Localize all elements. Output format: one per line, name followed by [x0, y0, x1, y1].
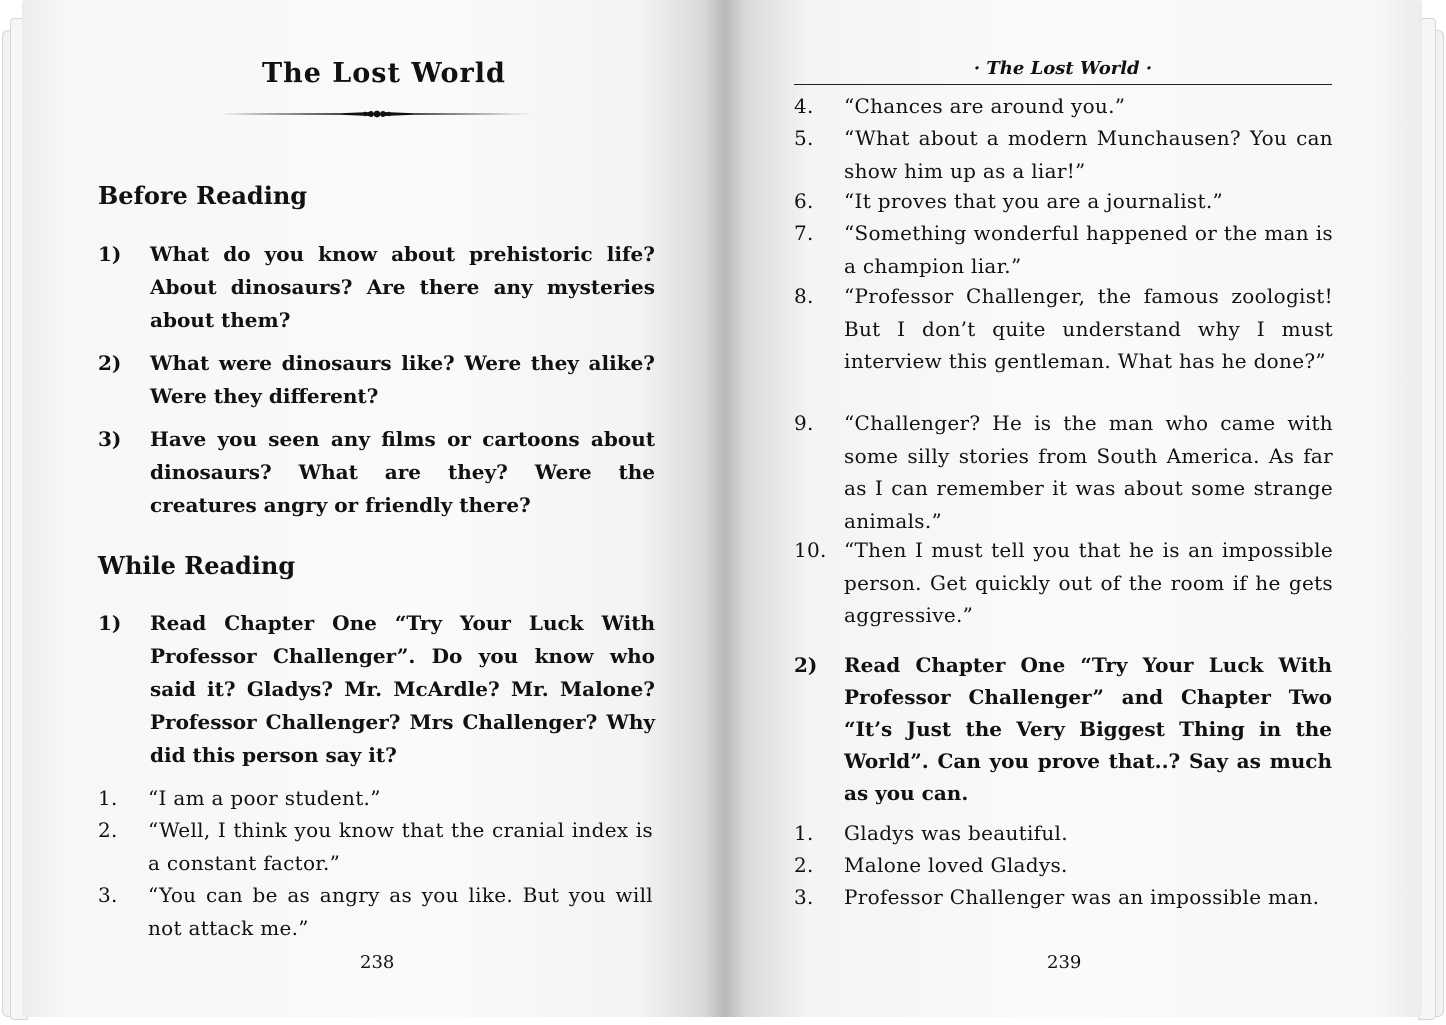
quote-number: 2. [98, 818, 118, 842]
running-head-rule [794, 84, 1332, 85]
question-number: 2) [98, 351, 122, 375]
quote-text: “Well, I think you know that the cranial index is a constant factor.” [148, 818, 653, 875]
quote-text: “Professor Challenger, the famous zoologist! But I don’t quite understand why I must interview this gentleman. What has he done?” [844, 284, 1333, 373]
statement-number: 3. [794, 885, 814, 909]
quote-number: 4. [794, 94, 814, 118]
quote-number: 7. [794, 221, 814, 245]
task-number: 1) [98, 611, 122, 635]
page-title: The Lost World [262, 58, 506, 89]
quote-number: 6. [794, 189, 814, 213]
before-question-3 [98, 423, 655, 523]
question-text: Have you seen any films or cartoons about dinosaurs? What are they? Were the creatures angry or friendly there? [150, 427, 655, 517]
quote-item-6 [794, 185, 1332, 217]
task-text: Read Chapter One “Try Your Luck With Professor Challenger” and Chapter Two “It’s Just the Very Biggest Thing in the World”. Can you prove that..? Say as much as you can. [844, 653, 1332, 805]
running-head: · The Lost World · [973, 58, 1153, 79]
question-number: 1) [98, 242, 122, 266]
statement-item-3 [794, 881, 1332, 945]
quote-number: 9. [794, 411, 814, 435]
quote-item-3 [98, 879, 655, 945]
quote-item-2 [98, 814, 655, 880]
quote-item-8 [794, 280, 1332, 408]
quote-item-9 [794, 407, 1332, 535]
quote-text: “Something wonderful happened or the man is a champion liar.” [844, 221, 1333, 278]
quote-text: “It proves that you are a journalist.” [844, 189, 1224, 213]
quote-item-7 [794, 217, 1332, 281]
statement-number: 1. [794, 821, 814, 845]
title-ornament-divider [220, 106, 534, 122]
statement-item-2 [794, 849, 1332, 881]
quote-item-1 [98, 782, 655, 815]
page-number-right: 239 [1047, 952, 1082, 973]
quote-text: “Chances are around you.” [844, 94, 1126, 118]
quote-number: 5. [794, 126, 814, 150]
before-question-1 [98, 238, 655, 338]
task-text: Read Chapter One “Try Your Luck With Professor Challenger”. Do you know who said it? Gladys? Mr. McArdle? Mr. Malone? Professor Challenger? Mrs Challenger? Why did this person say it? [150, 611, 655, 767]
quote-number: 1. [98, 786, 118, 810]
quote-number: 10. [794, 538, 827, 562]
statement-text: Gladys was beautiful. [844, 821, 1068, 845]
quote-item-4 [794, 90, 1332, 122]
statement-text: Professor Challenger was an impossible man. [844, 885, 1320, 909]
quote-number: 8. [794, 284, 814, 308]
page-number-left: 238 [360, 952, 395, 973]
quote-item-5 [794, 122, 1332, 186]
question-text: What do you know about prehistoric life? About dinosaurs? Are there any mysteries about them? [150, 242, 655, 332]
before-reading-heading: Before Reading [98, 181, 308, 210]
while-reading-heading: While Reading [98, 551, 296, 580]
statement-text: Malone loved Gladys. [844, 853, 1068, 877]
quote-text: “What about a modern Munchausen? You can show him up as a liar!” [844, 126, 1333, 183]
statement-number: 2. [794, 853, 814, 877]
while-task-1 [98, 607, 655, 773]
quote-text: “I am a poor student.” [148, 786, 381, 810]
quote-number: 3. [98, 883, 118, 907]
quote-text: “Challenger? He is the man who came with some silly stories from South America. As far as I can remember it was about some strange animals.” [844, 411, 1333, 533]
before-question-2 [98, 347, 655, 413]
while-task-2 [794, 649, 1332, 809]
task-number: 2) [794, 653, 818, 677]
quote-text: “Then I must tell you that he is an impossible person. Get quickly out of the room if he gets aggressive.” [844, 538, 1333, 627]
quote-text: “You can be as angry as you like. But you will not attack me.” [148, 883, 653, 940]
question-text: What were dinosaurs like? Were they alike? Were they different? [150, 351, 655, 408]
question-number: 3) [98, 427, 122, 451]
statement-item-1 [794, 817, 1332, 849]
quote-item-10 [794, 534, 1332, 630]
